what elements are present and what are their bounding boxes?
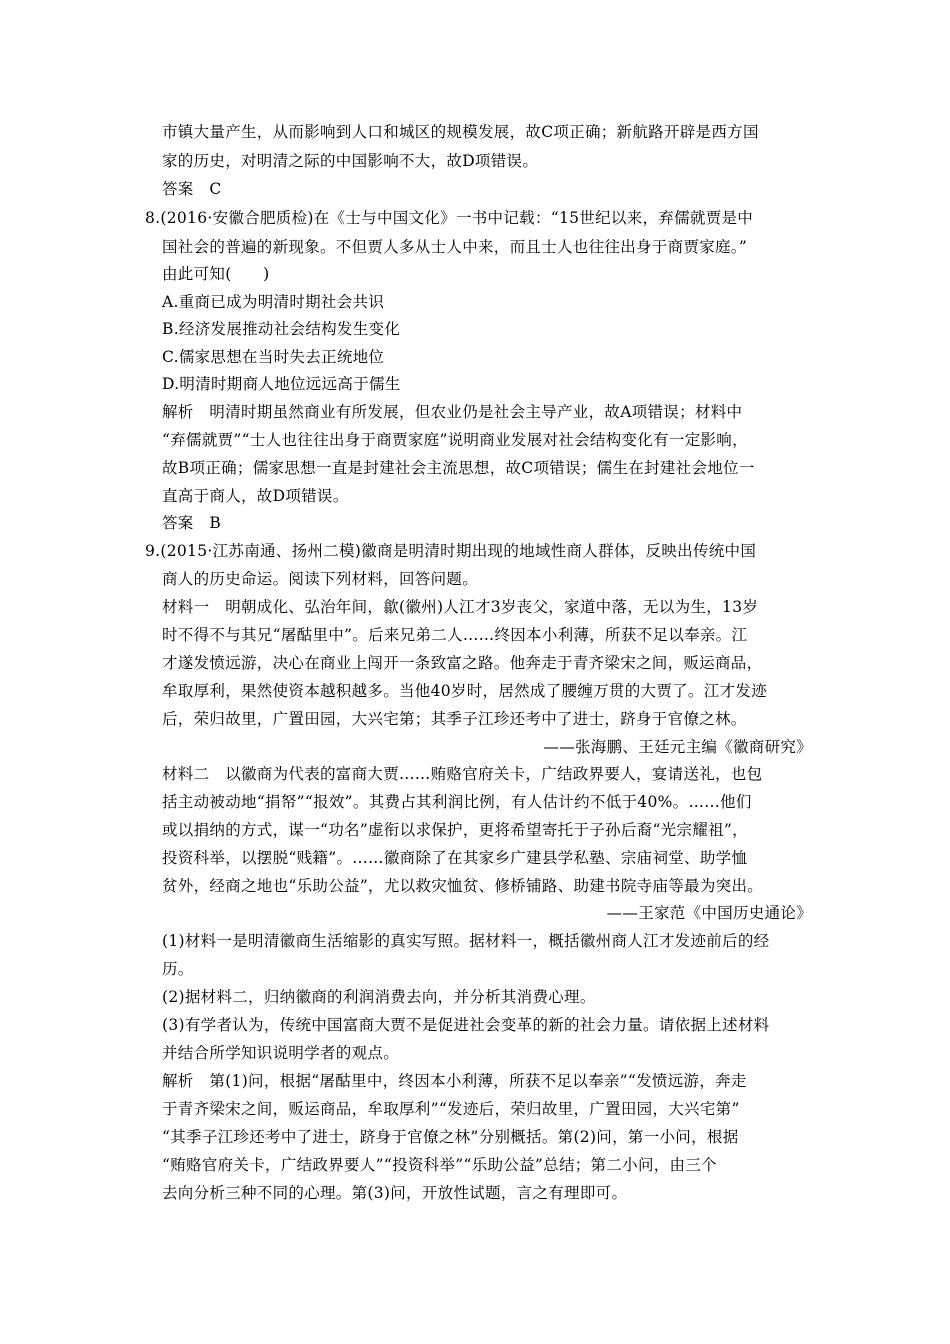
text-line: “贿赂官府关卡，广结政界要人”“投资科举”“乐助公益”总结；第二小问，由三个 — [162, 1156, 717, 1174]
text-line: 后，荣归故里，广置田园，大兴宅第；其季子江珍还考中了进士，跻身于官僚之林。 — [162, 710, 747, 728]
answer-line: 答案 B — [162, 514, 222, 532]
option-c: C.儒家思想在当时失去正统地位 — [162, 348, 385, 366]
text-line: 才遂发愤远游，决心在商业上闯开一条致富之路。他奔走于青齐梁宋之间，贩运商品， — [162, 654, 763, 672]
text-line: 市镇大量产生，从而影响到人口和城区的规模发展，故C项正确；新航路开辟是西方国 — [162, 123, 759, 141]
analysis-line: 解析 第(1)问，根据“屠酤里中，终因本小利薄，所获不足以奉亲”“发愤远游，奔走 — [162, 1072, 747, 1090]
material-two-source: ——王家范《中国历史通论》 — [606, 904, 812, 922]
material-one-source: ——张海鹏、王廷元主编《徽商研究》 — [543, 738, 812, 756]
text-line: 商人的历史命运。阅读下列材料，回答问题。 — [162, 570, 479, 588]
question-8-stem: 8.(2016·安徽合肥质检)在《士与中国文化》一书中记载：“15世纪以来，弃儒就贾是中 — [145, 209, 754, 227]
text-line: 时不得不与其兄“屠酤里中”。后来兄弟二人……终因本小利薄，所获不足以奉亲。江 — [162, 626, 748, 644]
text-line: 牟取厚利，果然使资本越积越多。当他40岁时，居然成了腰缠万贯的大贾了。江才发迹 — [162, 682, 767, 700]
text-line: 去向分析三种不同的心理。第(3)问，开放性试题，言之有理即可。 — [162, 1184, 628, 1202]
option-d: D.明清时期商人地位远远高于儒生 — [162, 375, 401, 393]
analysis-line: 解析 明清时期虽然商业有所发展，但农业仍是社会主导产业，故A项错误；材料中 — [162, 403, 743, 421]
material-two: 材料二 以徽商为代表的富商大贾……贿赂官府关卡，广结政界要人，宴请送礼，也包 — [162, 765, 763, 783]
text-line: 直高于商人，故D项错误。 — [162, 487, 349, 505]
question-9-stem: 9.(2015·江苏南通、扬州二模)徽商是明清时期出现的地域性商人群体，反映出传统中国 — [145, 542, 757, 560]
text-line: 故B项正确；儒家思想一直是封建社会主流思想，故C项错误；儒生在封建社会地位一 — [162, 459, 755, 477]
subquestion-1: (1)材料一是明清徽商生活缩影的真实写照。据材料一，概括徽州商人江才发迹前后的经 — [162, 932, 770, 950]
text-line: 投资科举，以摆脱“贱籍”。……徽商除了在其家乡广建县学私塾、宗庙祠堂、助学恤 — [162, 849, 748, 867]
text-line: 于青齐梁宋之间，贩运商品，牟取厚利”“发迹后，荣归故里，广置田园，大兴宅第” — [162, 1100, 740, 1118]
text-line: 历。 — [162, 960, 194, 978]
answer-line: 答案 C — [162, 180, 222, 198]
text-line: 并结合所学知识说明学者的观点。 — [162, 1044, 400, 1062]
subquestion-3: (3)有学者认为，传统中国富商大贾不是促进社会变革的新的社会力量。请依据上述材料 — [162, 1016, 770, 1034]
text-line: 国社会的普遍的新现象。不但贾人多从士人中来，而且士人也往往出身于商贾家庭。” — [162, 238, 748, 256]
text-line: 或以捐纳的方式，谋一“功名”虚衔以求保护，更将希望寄托于子孙后裔“光宗耀祖”， — [162, 821, 748, 839]
text-line: “弃儒就贾”“士人也往往出身于商贾家庭”说明商业发展对社会结构变化有一定影响， — [162, 431, 748, 449]
text-line: 括主动被动地“捐帑”“报效”。其费占其利润比例，有人估计约不低于40%。……他们 — [162, 793, 752, 811]
material-one: 材料一 明朝成化、弘治年间，歙(徽州)人江才3岁丧父，家道中落，无以为生，13岁 — [162, 598, 759, 616]
option-a: A.重商已成为明清时期社会共识 — [162, 293, 385, 311]
text-line: 家的历史，对明清之际的中国影响不大，故D项错误。 — [162, 152, 539, 170]
text-line: 贫外，经商之地也“乐助公益”，尤以救灾恤贫、修桥铺路、助建书院寺庙等最为突出。 — [162, 877, 764, 895]
text-line: 由此可知( ) — [162, 265, 270, 283]
subquestion-2: (2)据材料二，归纳徽商的利润消费去向，并分析其消费心理。 — [162, 988, 596, 1006]
option-b: B.经济发展推动社会结构发生变化 — [162, 320, 401, 338]
text-line: “其季子江珍还考中了进士，跻身于官僚之林”分别概括。第(2)问，第一小问，根据 — [162, 1128, 739, 1146]
